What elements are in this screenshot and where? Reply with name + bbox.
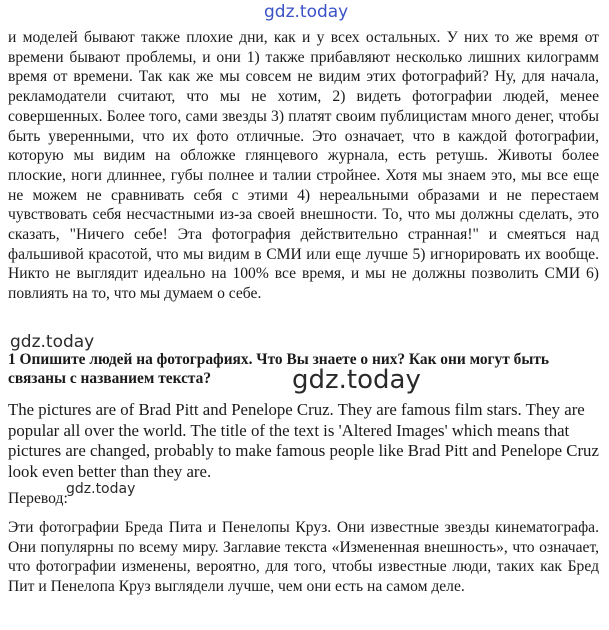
translation-text: Эти фотографии Бреда Пита и Пенелопы Круз. Они известные звезды кинематографа. Они популярны по всему миру. Заглавие текста «Измененная внешность», что означает, что фотографии изменены, вероятно, для того, чтобы известные люди, таких как Бред Пит и Пенелопа Круз выглядели лучше, чем они есть на самом деле. bbox=[8, 519, 599, 595]
watermark-low: gdz.today bbox=[66, 481, 136, 497]
watermark-mid-large: gdz.today bbox=[292, 365, 421, 395]
english-answer: The pictures are of Brad Pitt and Penelope Cruz. They are famous film stars. They are popular all over the world. The title of the text is 'Altered Images' which means that pictures are changed, probably to make famous people like Brad Pitt and Penelope Cruz look even better than they are. bbox=[8, 400, 599, 481]
question-heading: 1 Опишите людей на фотографиях. Что Вы знаете о них? Как они могут быть связаны с названием текста? bbox=[8, 351, 550, 387]
russian-passage: и моделей бывают также плохие дни, как и у всех остальных. У них то же время от времени бывают проблемы, и они 1) также прибавляют несколько лишних килограмм время от времени. Так как же мы совсем не видим этих фотографий? Ну, для начала, рекламодатели считают, что мы не хотим, 2) видеть фотографии людей, менее совершенных. Более того, сами звезды 3) платят своим публицистам много денег, чтобы быть уверенными, что их фото отличные. Это означает, что в каждой фотографии, которую мы видим на обложке глянцевого журнала, есть ретушь. Животы более плоские, ноги длиннее, губы полнее и талии стройнее. Хотя мы знаем это, мы все еще не можем не сравнивать себя с этими 4) нереальными образами и не перестаем чувствовать себя несчастными из-за своей внешности. То, что мы должны сделать, это сказать, "Ничего себе! Эта фотография действительно странная!" и смеяться над фальшивой красотой, что мы видим в СМИ или еще лучше 5) игнорировать их вообще. Никто не выглядит идеально на 100% все время, и мы не должны позволить СМИ 6) повлиять на то, что мы думаем о себе. bbox=[8, 29, 599, 303]
translation-label: Перевод: bbox=[8, 490, 68, 507]
watermark-mid-small: gdz.today bbox=[10, 332, 95, 352]
watermark-top: gdz.today bbox=[264, 2, 349, 22]
